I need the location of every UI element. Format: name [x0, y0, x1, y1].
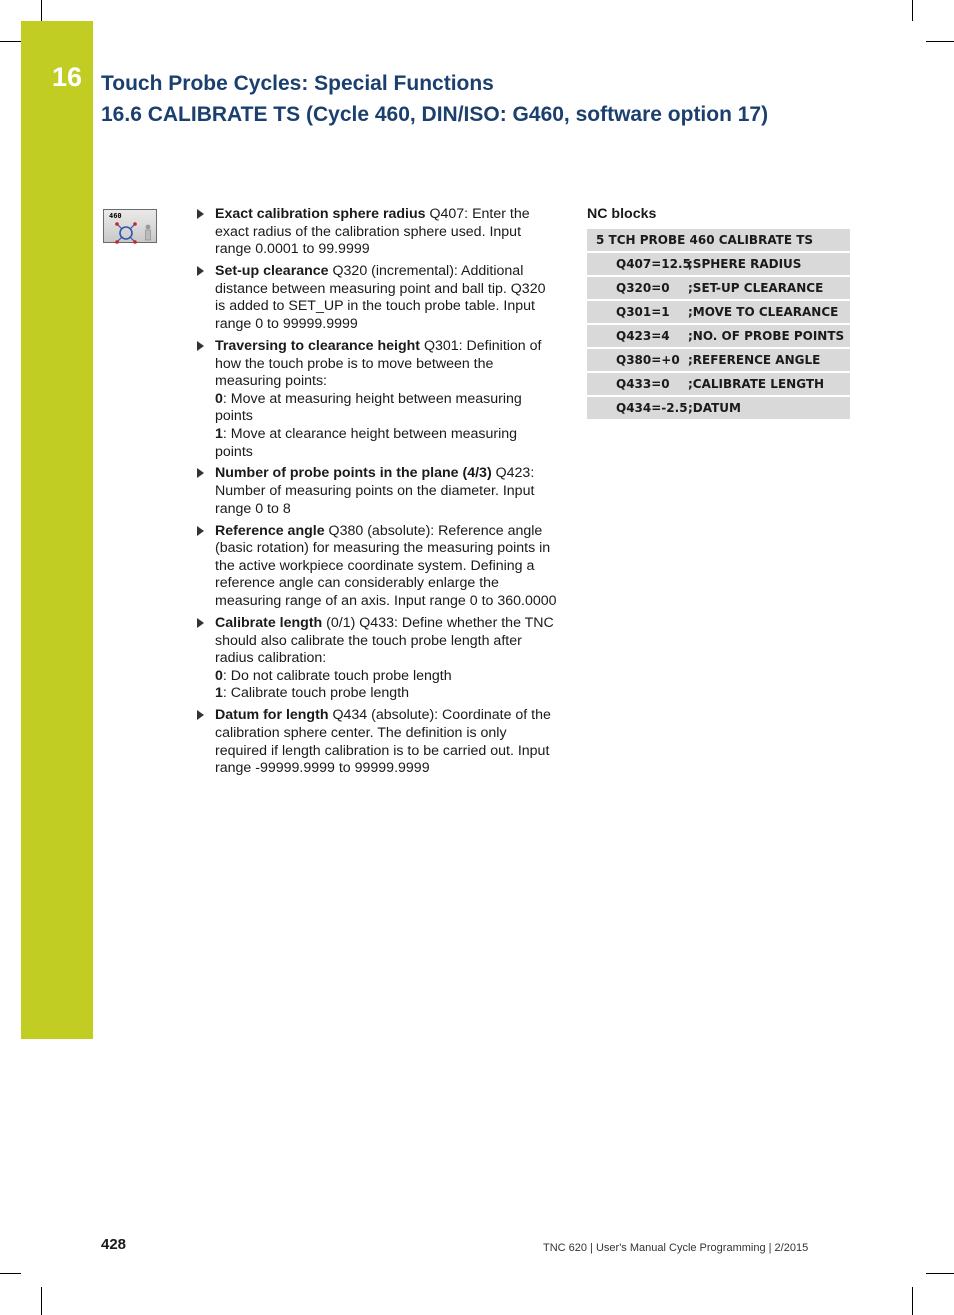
bullet-triangle-icon	[197, 526, 204, 536]
parameter-description: Q301: Definition of how the touch probe is to move between the measuring points:	[215, 337, 542, 390]
parameter-name: Reference angle	[215, 522, 325, 539]
parameter-item	[195, 615, 557, 703]
nc-blocks-heading: NC blocks	[587, 206, 657, 222]
nc-parameter-code: Q433=0	[616, 377, 670, 391]
crop-mark	[0, 1273, 21, 1274]
chapter-title: Touch Probe Cycles: Special Functions	[101, 72, 494, 95]
probe-sphere-icon	[104, 210, 158, 244]
nc-parameter-comment: ;SET-UP CLEARANCE	[688, 281, 824, 295]
parameter-description: Q320 (incremental): Additional distance between measuring point and ball tip. Q320 is added to SET_UP in the touch probe table. Input range 0 to 99999.9999	[215, 263, 546, 332]
bullet-triangle-icon	[197, 209, 204, 219]
bullet-triangle-icon	[197, 618, 204, 628]
parameter-name: 1	[215, 425, 223, 442]
nc-parameter-comment: ;NO. OF PROBE POINTS	[688, 329, 845, 343]
parameter-name: Exact calibration sphere radius	[215, 206, 426, 222]
nc-parameter-comment: ;REFERENCE ANGLE	[688, 353, 821, 367]
nc-block-row	[587, 253, 850, 275]
parameter-description: Q380 (absolute): Reference angle (basic rotation) for measuring the measuring points in the active workpiece coordinate system. Defining a reference angle can considerably enlarge the measuring range of an axis. Input range 0 to 360.0000	[215, 522, 557, 610]
nc-block-row	[587, 397, 850, 419]
nc-block-row	[587, 301, 850, 323]
bullet-triangle-icon	[197, 468, 204, 478]
nc-block-row	[587, 277, 850, 299]
nc-parameter-comment: ;SPHERE RADIUS	[688, 257, 802, 271]
nc-parameter-code: Q380=+0	[616, 353, 680, 367]
chapter-band	[21, 21, 93, 1039]
parameter-name: 0	[215, 667, 223, 684]
nc-parameter-code: Q320=0	[616, 281, 670, 295]
parameter-item	[195, 206, 557, 259]
crop-mark	[912, 0, 913, 21]
parameter-description: (0/1) Q433: Define whether the TNC should also calibrate the touch probe length after radius calibration:	[215, 615, 554, 667]
parameter-name: Datum for length	[215, 707, 329, 724]
parameter-name: Number of probe points in the plane (4/3)	[215, 465, 492, 482]
nc-parameter-comment: ;CALIBRATE LENGTH	[688, 377, 825, 391]
parameter-name: Set-up clearance	[215, 263, 329, 280]
nc-block-row	[587, 349, 850, 371]
nc-block-row	[587, 325, 850, 347]
parameter-name: 0	[215, 390, 223, 407]
parameter-description: : Move at clearance height between measuring points	[215, 425, 518, 460]
section-title: 16.6 CALIBRATE TS (Cycle 460, DIN/ISO: G460, software option 17)	[101, 103, 769, 126]
page-number: 428	[101, 1236, 127, 1253]
crop-mark	[41, 0, 42, 21]
parameter-item	[195, 263, 557, 333]
softkey-label: 460	[109, 212, 122, 220]
calibrate-ts-softkey-icon	[103, 209, 157, 243]
bullet-triangle-icon	[197, 710, 204, 720]
nc-parameter-code: Q434=-2.5	[616, 401, 688, 415]
nc-block-first-line: 5 TCH PROBE 460 CALIBRATE TS	[596, 233, 814, 247]
nc-parameter-code: Q407=12.5	[616, 257, 691, 271]
bullet-triangle-icon	[197, 266, 204, 276]
crop-mark	[0, 41, 21, 42]
parameter-name: 1	[215, 685, 223, 702]
parameter-item	[195, 707, 557, 777]
nc-parameter-comment: ;MOVE TO CLEARANCE	[688, 305, 839, 319]
parameter-description: : Calibrate touch probe length	[222, 685, 410, 702]
parameter-description: : Move at measuring height between measuring points	[215, 390, 522, 425]
parameter-list	[195, 206, 557, 782]
parameter-item	[195, 338, 557, 461]
nc-blocks-table	[587, 229, 850, 421]
crop-mark	[41, 1287, 42, 1315]
parameter-description: Q407: Enter the exact radius of the calibration sphere used. Input range 0.0001 to 99.9999	[215, 206, 530, 258]
nc-parameter-comment: ;DATUM	[688, 401, 741, 415]
parameter-description: : Do not calibrate touch probe length	[222, 667, 452, 684]
footer-text: TNC 620 | User's Manual Cycle Programming | 2/2015	[543, 1242, 809, 1254]
crop-mark	[926, 1273, 954, 1274]
parameter-item	[195, 465, 557, 518]
nc-parameter-code: Q301=1	[616, 305, 670, 319]
crop-mark	[926, 41, 954, 42]
parameter-name: Traversing to clearance height	[215, 337, 421, 354]
parameter-description: Q434 (absolute): Coordinate of the calibration sphere center. The definition is only required if length calibration is to be carried out. Input range -99999.9999 to 99999.9999	[215, 707, 551, 777]
nc-parameter-code: Q423=4	[616, 329, 670, 343]
chapter-number: 16	[52, 62, 83, 92]
nc-block-row	[587, 373, 850, 395]
crop-mark	[912, 1287, 913, 1315]
parameter-description: Q423: Number of measuring points on the diameter. Input range 0 to 8	[215, 465, 535, 517]
parameter-item	[195, 523, 557, 611]
bullet-triangle-icon	[197, 341, 204, 351]
parameter-name: Calibrate length	[215, 615, 323, 632]
nc-block-row	[587, 229, 850, 251]
